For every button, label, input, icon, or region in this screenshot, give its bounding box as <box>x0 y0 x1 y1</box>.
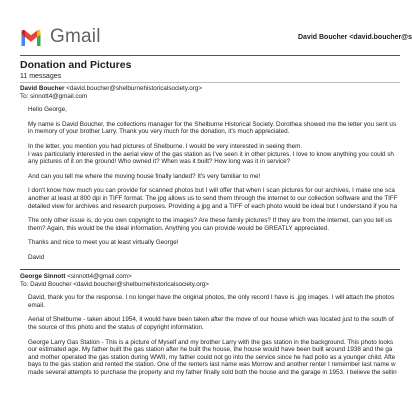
message-body <box>28 106 400 261</box>
body-paragraph: Thanks and nice to meet you at least virtually George! <box>28 239 179 247</box>
body-paragraph: In the letter, you mention you had pictures of Shelburne. I would be very interested in seeing them. I was particularly interested in the aerial view of the gas station as I've seen it in other pictures. I love to know anything you could sh any pictures of it on the ground! Who owned it? When was it built? How long was it in service? <box>28 142 394 166</box>
gmail-header <box>0 0 412 66</box>
gmail-m-icon <box>20 29 42 46</box>
email-message <box>20 85 400 262</box>
sender-email[interactable]: <david.boucher@shelburnehistoricalsociety.org> <box>66 85 202 92</box>
message-to: To: sinnott4@gmail.com <box>20 92 88 100</box>
body-paragraph: The only other issue is, do you own copyright to the images? Are these family pictures? If they are from the internet, can you tell us them? Again, this would be the ideal information. Anything you can provide would be GREATLY appreciated. <box>28 217 393 232</box>
message-to: To: David Boucher <david.boucher@shelburnehistoricalsociety.org> <box>20 280 209 288</box>
sender-name: David Boucher <box>20 85 65 92</box>
body-paragraph: George Larry Gas Station - This is a picture of Myself and my brother Larry with the gas station in the background. This photo looks our estimated age. My father built the gas station after he built the house, the house would have been built around 1938 and the ga and mother operated the gas station during WWII, my father could not go into the service since he had polio as a younger child. Afte bays to the gas station and rented the station. One of the renters last name was Morrow and another renter I remember last name w made several attempts to purchase the property and my father finally sold both the house and the garage in 1953. I believe the sellin <box>28 338 397 376</box>
message-body <box>28 294 400 376</box>
body-paragraph: Aerial of Shelburne - taken about 1954, it would have been taken after the move of our house which was located just to the south of the source of this photo and the status of copyright information. <box>28 316 394 331</box>
gmail-logo <box>20 26 101 48</box>
email-message <box>20 273 400 384</box>
account-identity: David Boucher <david.boucher@s <box>298 34 412 41</box>
message-from <box>20 273 400 281</box>
body-paragraph: I don't know how much you can provide for scanned photos but I will offer that when I scan pictures for our archives, I make one sca another at least at 800 dpi in TIFF format. The jpg allows us to send them through the internet to our collection software and the TIFF detailed view for archives and research purposes. Providing a jpg and a TIFF of each photo would be ideal but I understand if you ha <box>28 187 398 210</box>
gmail-wordmark: Gmail <box>50 26 101 47</box>
body-paragraph: David, thank you for the response. I no longer have the original photos, the only record I have is .jpg images. I will attach the photos email. <box>28 294 395 309</box>
subject-divider <box>20 82 400 83</box>
message-from <box>20 85 400 93</box>
message-count: 11 messages <box>20 73 62 80</box>
message-divider <box>20 269 400 270</box>
body-paragraph: And can you tell me where the moving house finally landed? It's very familiar to me! <box>28 172 261 180</box>
sender-email[interactable]: <sinnott4@gmail.com> <box>67 273 132 280</box>
signature: David <box>28 253 45 261</box>
body-paragraph: My name is David Boucher, the collections manager for the Shelburne Historical Society. Dorothea showed me the letter you sent us in memory of your brother Larry. Thank you very much for the donation, it's much appreciated. <box>28 120 397 136</box>
header-divider <box>20 55 400 56</box>
body-paragraph: Hello George, <box>28 106 67 114</box>
thread-subject: Donation and Pictures <box>20 59 132 71</box>
sender-name: George Sinnott <box>20 273 66 280</box>
